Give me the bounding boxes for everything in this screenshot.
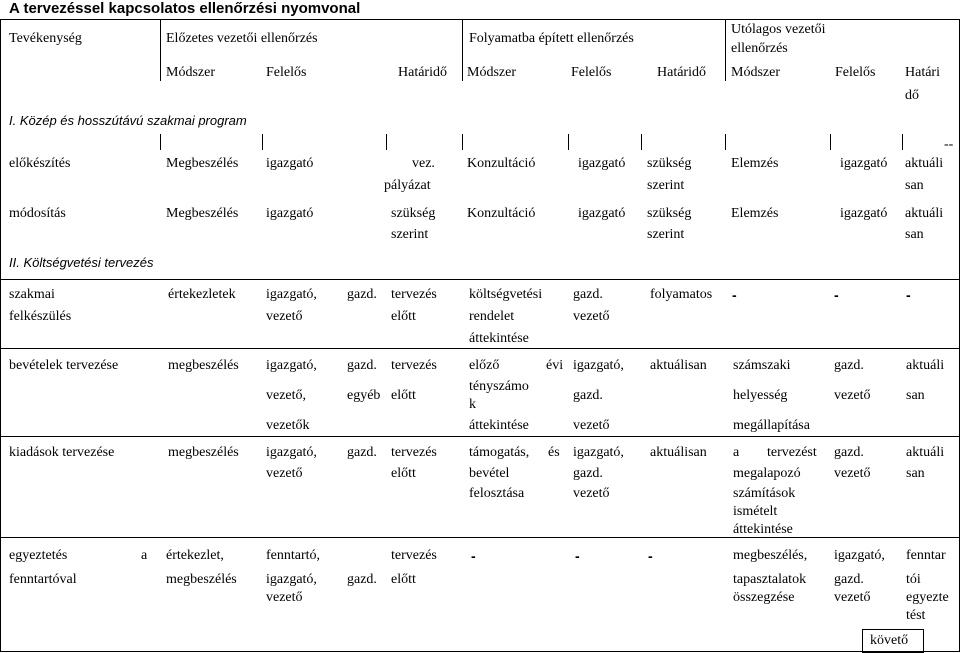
col-divider: [902, 134, 903, 150]
responsible-cell: vezető: [573, 486, 610, 501]
deadline-cell: aktuáli: [906, 445, 945, 460]
responsible-cell: vezető: [266, 590, 303, 605]
responsible-cell: vezető: [834, 590, 871, 605]
method-cell: tapasztalatok: [733, 572, 807, 587]
deadline-cell: szükség: [647, 206, 692, 221]
activity-cell: kiadások tervezése: [9, 445, 115, 460]
dash-mark: -: [906, 287, 911, 303]
method-cell: Konzultáció: [467, 206, 536, 221]
method-cell: értekezlet,: [166, 548, 224, 563]
activity-cell: a: [141, 548, 148, 563]
method-cell: Konzultáció: [467, 156, 536, 171]
col-divider: [462, 19, 463, 81]
responsible-cell: gazd.: [347, 445, 377, 460]
method-cell: összegzése: [733, 590, 795, 605]
activity-cell: előkészítés: [9, 156, 71, 171]
method-cell: előző: [469, 358, 500, 373]
method-cell: Elemzés: [731, 206, 779, 221]
col-responsible: Felelős: [835, 65, 876, 80]
method-cell: ismételt: [733, 504, 778, 519]
responsible-cell: igazgató,: [573, 358, 624, 373]
responsible-cell: igazgató: [266, 206, 314, 221]
col-responsible: Felelős: [571, 65, 612, 80]
responsible-cell: igazgató,: [834, 548, 885, 563]
responsible-cell: vezető: [266, 466, 303, 481]
responsible-cell: igazgató,: [266, 287, 317, 302]
responsible-cell: vezető: [834, 388, 871, 403]
method-cell: k: [469, 397, 476, 412]
deadline-cell: tervezés: [391, 358, 437, 373]
header-activity: Tevékenység: [9, 31, 82, 46]
deadline-cell: előtt: [391, 309, 416, 324]
col-deadline: Határi: [905, 65, 940, 80]
activity-cell: felkészülés: [9, 309, 72, 324]
deadline-cell: előtt: [391, 466, 416, 481]
deadline-cell: tervezés: [391, 287, 437, 302]
deadline-cell: folyamatos: [650, 287, 713, 302]
dash-mark: -: [732, 287, 737, 303]
deadline-cell: san: [905, 227, 924, 242]
section-heading: II. Költségvetési tervezés: [9, 255, 154, 270]
deadline-cell: aktuálisan: [650, 358, 707, 373]
top-border: [0, 19, 960, 20]
responsible-cell: gazd.: [573, 287, 603, 302]
method-cell: megbeszélés: [166, 572, 237, 587]
section-heading: I. Közép és hosszútávú szakmai program: [9, 113, 247, 128]
method-cell: helyesség: [733, 388, 788, 403]
responsible-cell: vezető: [573, 418, 610, 433]
method-cell: tervezést: [767, 445, 817, 460]
col-divider: [462, 134, 463, 150]
header-built-in-check: Folyamatba épített ellenőrzés: [469, 31, 634, 46]
method-cell: évi: [546, 358, 564, 373]
responsible-cell: igazgató: [578, 156, 626, 171]
method-cell: tényszámo: [469, 379, 529, 394]
responsible-cell: igazgató: [266, 156, 314, 171]
dash-mark: -: [575, 548, 580, 564]
method-cell: a: [733, 445, 740, 460]
col-deadline: Határidő: [398, 65, 447, 80]
method-cell: Megbeszélés: [166, 156, 239, 171]
method-cell: számszaki: [733, 358, 791, 373]
left-border: [0, 19, 1, 652]
deadline-cell: előtt: [391, 572, 416, 587]
method-cell: megbeszélés,: [733, 548, 808, 563]
col-method: Módszer: [731, 65, 780, 80]
responsible-cell: gazd.: [834, 358, 864, 373]
col-divider: [568, 134, 569, 150]
responsible-cell: vezető: [834, 466, 871, 481]
method-cell: Megbeszélés: [166, 206, 239, 221]
method-cell: áttekintése: [469, 418, 529, 433]
responsible-cell: gazd.: [573, 466, 603, 481]
responsible-cell: igazgató: [578, 206, 626, 221]
responsible-cell: gazd.: [347, 287, 377, 302]
deadline-cell: aktuálisan: [650, 445, 707, 460]
responsible-cell: igazgató,: [266, 572, 317, 587]
method-cell: megalapozó: [733, 466, 801, 481]
section-divider: [0, 279, 960, 280]
responsible-cell: igazgató: [840, 156, 888, 171]
deadline-cell: san: [905, 178, 924, 193]
deadline-cell: aktuáli: [906, 358, 945, 373]
activity-cell: fenntartóval: [9, 572, 77, 587]
deadline-cell: tói: [906, 572, 921, 587]
deadline-cell: san: [906, 388, 925, 403]
header-final-check: Utólagos vezetői: [731, 22, 826, 37]
col-divider: [386, 134, 387, 150]
responsible-cell: fenntartó,: [266, 548, 321, 563]
activity-cell: bevételek tervezése: [9, 358, 119, 373]
method-cell: számítások: [733, 486, 796, 501]
col-divider: [641, 134, 642, 150]
col-divider: [725, 19, 726, 81]
col-method: Módszer: [467, 65, 516, 80]
col-divider: [160, 134, 161, 150]
dash-mark: -: [834, 287, 839, 303]
dash-mark: -: [648, 548, 653, 564]
row-divider: [0, 537, 960, 538]
dash-mark: -: [471, 548, 476, 564]
method-cell: rendelet: [469, 309, 515, 324]
deadline-mark: --: [944, 137, 954, 152]
deadline-cell: tervezés: [391, 445, 437, 460]
responsible-cell: igazgató,: [266, 445, 317, 460]
deadline-cell: tést: [906, 608, 926, 623]
responsible-cell: gazd.: [834, 445, 864, 460]
deadline-cell: san: [906, 466, 925, 481]
responsible-cell: vezető: [266, 309, 303, 324]
col-divider: [830, 134, 831, 150]
responsible-cell: vezető,: [266, 388, 307, 403]
deadline-cell: szükség: [391, 206, 436, 221]
deadline-cell: aktuáli: [905, 156, 944, 171]
deadline-cell: fenntar: [906, 548, 946, 563]
header-final-check-2: ellenőrzés: [731, 41, 788, 56]
responsible-cell: vezető: [573, 309, 610, 324]
deadline-cell: egyezte: [906, 590, 949, 605]
deadline-cell: szükség: [647, 156, 692, 171]
col-divider: [262, 134, 263, 150]
responsible-cell: gazd.: [573, 388, 603, 403]
deadline-cell: előtt: [391, 388, 416, 403]
method-cell: és: [548, 445, 560, 460]
method-cell: megállapítása: [733, 418, 810, 433]
col-responsible: Felelős: [266, 65, 307, 80]
activity-cell: szakmai: [9, 287, 55, 302]
method-cell: értekezletek: [168, 287, 236, 302]
deadline-cell: szerint: [391, 227, 429, 242]
responsible-cell: gazd.: [834, 572, 864, 587]
method-cell: megbeszélés: [168, 358, 239, 373]
responsible-cell: igazgató,: [573, 445, 624, 460]
method-cell: költségvetési: [469, 287, 543, 302]
deadline-cell: szerint: [647, 178, 685, 193]
method-cell: támogatás,: [469, 445, 530, 460]
responsible-cell: igazgató: [840, 206, 888, 221]
responsible-cell: egyéb: [347, 388, 381, 403]
responsible-cell: igazgató,: [266, 358, 317, 373]
method-cell: Elemzés: [731, 156, 779, 171]
page-title: A tervezéssel kapcsolatos ellenőrzési nyomvonal: [9, 0, 361, 17]
method-cell: áttekintése: [469, 331, 529, 346]
row-divider: [0, 436, 960, 437]
col-deadline-2: dő: [905, 88, 919, 103]
deadline-cell: tervezés: [391, 548, 437, 563]
col-divider: [160, 19, 161, 81]
deadline-cell: pályázat: [384, 178, 431, 193]
method-cell: megbeszélés: [168, 445, 239, 460]
activity-cell: egyeztetés: [9, 548, 68, 563]
responsible-cell: gazd.: [347, 572, 377, 587]
responsible-cell: vezetők: [266, 418, 310, 433]
deadline-cell: aktuáli: [905, 206, 944, 221]
deadline-cell: vez.: [412, 156, 435, 171]
continuation-label: követő: [870, 633, 909, 648]
col-divider: [725, 134, 726, 150]
responsible-cell: gazd.: [347, 358, 377, 373]
activity-cell: módosítás: [9, 206, 66, 221]
method-cell: áttekintése: [733, 522, 793, 537]
method-cell: bevétel: [469, 466, 510, 481]
col-deadline: Határidő: [657, 65, 706, 80]
col-method: Módszer: [166, 65, 215, 80]
header-prior-check: Előzetes vezetői ellenőrzés: [166, 31, 318, 46]
row-divider: [0, 348, 960, 349]
method-cell: felosztása: [469, 486, 525, 501]
deadline-cell: szerint: [647, 227, 685, 242]
